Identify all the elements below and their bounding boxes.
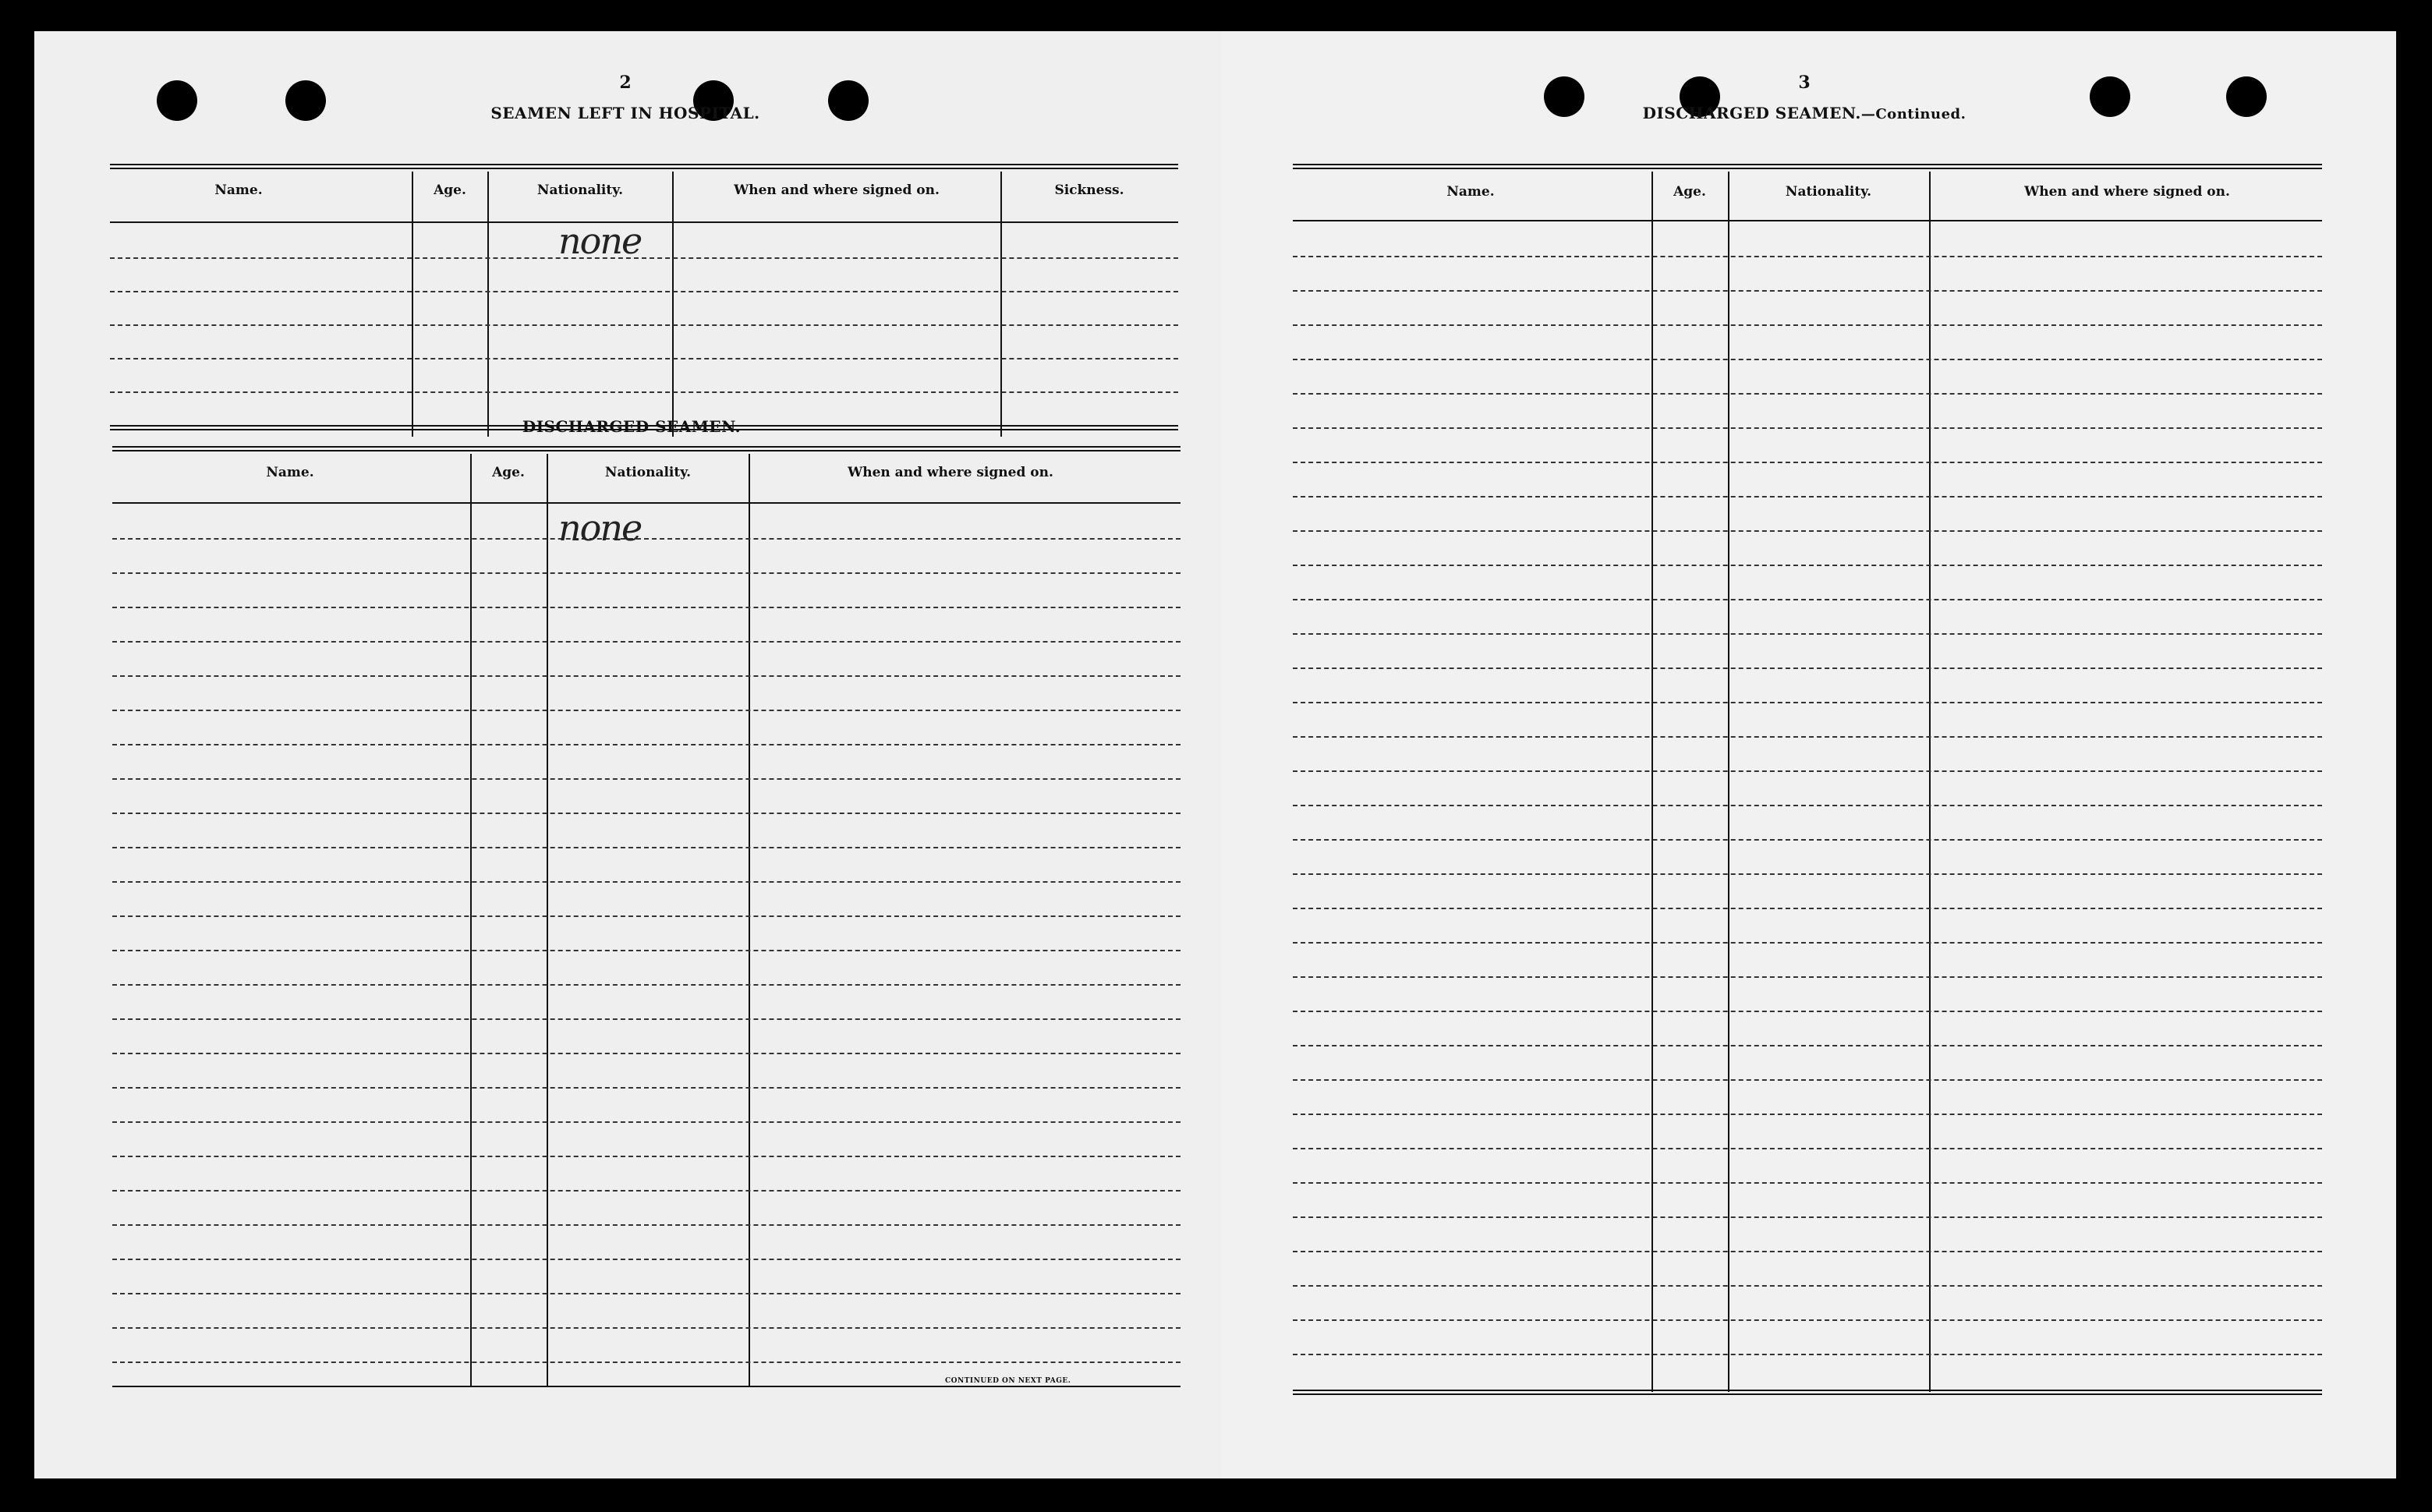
column-divider: [1651, 172, 1653, 1392]
entry-line: [112, 1327, 1181, 1329]
entry-line: [110, 358, 1178, 359]
handwritten-none: none: [558, 220, 642, 262]
entry-line: [1293, 359, 2322, 360]
column-divider: [412, 172, 413, 437]
right-page: [1221, 31, 2396, 1478]
entry-line: [1293, 805, 2322, 806]
column-divider: [547, 454, 548, 1386]
entry-line: [1293, 1354, 2322, 1355]
entry-line: [112, 1224, 1181, 1226]
entry-line: [112, 710, 1181, 711]
entry-line: [1293, 530, 2322, 532]
entry-line: [1293, 462, 2322, 463]
entry-line: [1293, 290, 2322, 292]
column-divider: [1929, 172, 1931, 1392]
column-header-sickness: Sickness.: [1054, 182, 1124, 198]
entry-line: [1293, 393, 2322, 395]
entry-line: [110, 291, 1178, 292]
left-page: [34, 31, 1221, 1478]
punch-hole: [2090, 76, 2130, 117]
entry-line: [1293, 976, 2322, 978]
punch-hole: [1544, 76, 1584, 117]
entry-line: [112, 744, 1181, 745]
discharged-continued-table: [1293, 133, 2322, 1419]
punch-hole: [285, 80, 326, 121]
entry-line: [112, 1190, 1181, 1192]
punch-hole: [828, 80, 869, 121]
entry-line: [1293, 770, 2322, 772]
entry-line: [112, 1087, 1181, 1089]
handwritten-none: none: [558, 507, 642, 549]
hospital-table: [110, 133, 1178, 444]
column-header-nationality: Nationality.: [536, 182, 624, 198]
title-text: DISCHARGED SEAMEN.: [1642, 104, 1861, 122]
entry-line: [1293, 1182, 2322, 1184]
entry-line: [112, 915, 1181, 917]
entry-line: [1293, 942, 2322, 944]
table-bottom-rule: [112, 1386, 1181, 1387]
title-suffix: —Continued.: [1860, 106, 1966, 122]
column-header-name: Name.: [1446, 184, 1495, 200]
page-number: 2: [619, 73, 632, 93]
column-divider: [470, 454, 472, 1386]
entry-line: [1293, 839, 2322, 841]
entry-line: [112, 881, 1181, 883]
discharged-continued-title: [1643, 104, 1966, 122]
column-header-name: Name.: [214, 182, 263, 198]
entry-line: [112, 641, 1181, 643]
punch-hole: [157, 80, 197, 121]
column-divider: [1728, 172, 1729, 1392]
discharged-table: [112, 437, 1181, 1411]
entry-line: [1293, 1251, 2322, 1252]
entry-line: [1293, 1148, 2322, 1149]
entry-line: [1293, 599, 2322, 600]
header-rule: [112, 502, 1181, 504]
entry-line: [1293, 1216, 2322, 1218]
table-top-rule: [110, 164, 1178, 169]
entry-line: [1293, 256, 2322, 257]
entry-line: [112, 1018, 1181, 1020]
column-header-age: Age.: [492, 465, 525, 480]
table-top-rule: [112, 446, 1181, 451]
entry-line: [112, 1156, 1181, 1157]
entry-line: [1293, 496, 2322, 498]
column-header-nationality: Nationality.: [1785, 184, 1872, 200]
column-header-signed-on: When and where signed on.: [848, 465, 1053, 480]
entry-line: [1293, 565, 2322, 566]
entry-line: [1293, 736, 2322, 738]
header-rule: [110, 221, 1178, 223]
entry-line: [112, 1293, 1181, 1294]
continued-footer: CONTINUED ON NEXT PAGE.: [945, 1377, 1071, 1385]
entry-line: [1293, 873, 2322, 875]
entry-line: [112, 572, 1181, 574]
entry-line: [1293, 1319, 2322, 1321]
page-number: 3: [1798, 73, 1811, 93]
column-header-signed-on: When and where signed on.: [734, 182, 940, 198]
entry-line: [110, 257, 1178, 259]
table-top-rule: [1293, 164, 2322, 169]
column-divider: [1000, 172, 1002, 437]
hospital-section-title: SEAMEN LEFT IN HOSPITAL.: [490, 104, 760, 122]
entry-line: [112, 607, 1181, 608]
entry-line: [1293, 1011, 2322, 1012]
column-header-signed-on: When and where signed on.: [2024, 184, 2230, 200]
entry-line: [1293, 1079, 2322, 1081]
entry-line: [1293, 1285, 2322, 1287]
punch-hole: [2226, 76, 2267, 117]
column-header-nationality: Nationality.: [604, 465, 692, 480]
entry-line: [112, 950, 1181, 951]
column-header-name: Name.: [266, 465, 314, 480]
column-divider: [672, 172, 674, 437]
table-bottom-rule: [1293, 1390, 2322, 1395]
column-header-age: Age.: [434, 182, 466, 198]
entry-line: [112, 1362, 1181, 1363]
entry-line: [112, 813, 1181, 814]
column-divider: [487, 172, 489, 437]
entry-line: [1293, 633, 2322, 635]
entry-line: [112, 847, 1181, 848]
header-rule: [1293, 220, 2322, 221]
entry-line: [110, 391, 1178, 393]
entry-line: [1293, 427, 2322, 429]
entry-line: [110, 324, 1178, 326]
entry-line: [112, 778, 1181, 780]
column-divider: [749, 454, 750, 1386]
entry-line: [112, 675, 1181, 677]
entry-line: [1293, 1114, 2322, 1115]
entry-line: [1293, 702, 2322, 703]
column-header-age: Age.: [1673, 184, 1706, 200]
entry-line: [112, 984, 1181, 986]
entry-line: [112, 1259, 1181, 1260]
entry-line: [1293, 908, 2322, 909]
entry-line: [112, 1053, 1181, 1054]
entry-line: [1293, 324, 2322, 326]
entry-line: [112, 538, 1181, 540]
entry-line: [1293, 667, 2322, 669]
entry-line: [1293, 1045, 2322, 1046]
entry-line: [112, 1121, 1181, 1123]
discharged-section-title: DISCHARGED SEAMEN.: [522, 417, 742, 436]
